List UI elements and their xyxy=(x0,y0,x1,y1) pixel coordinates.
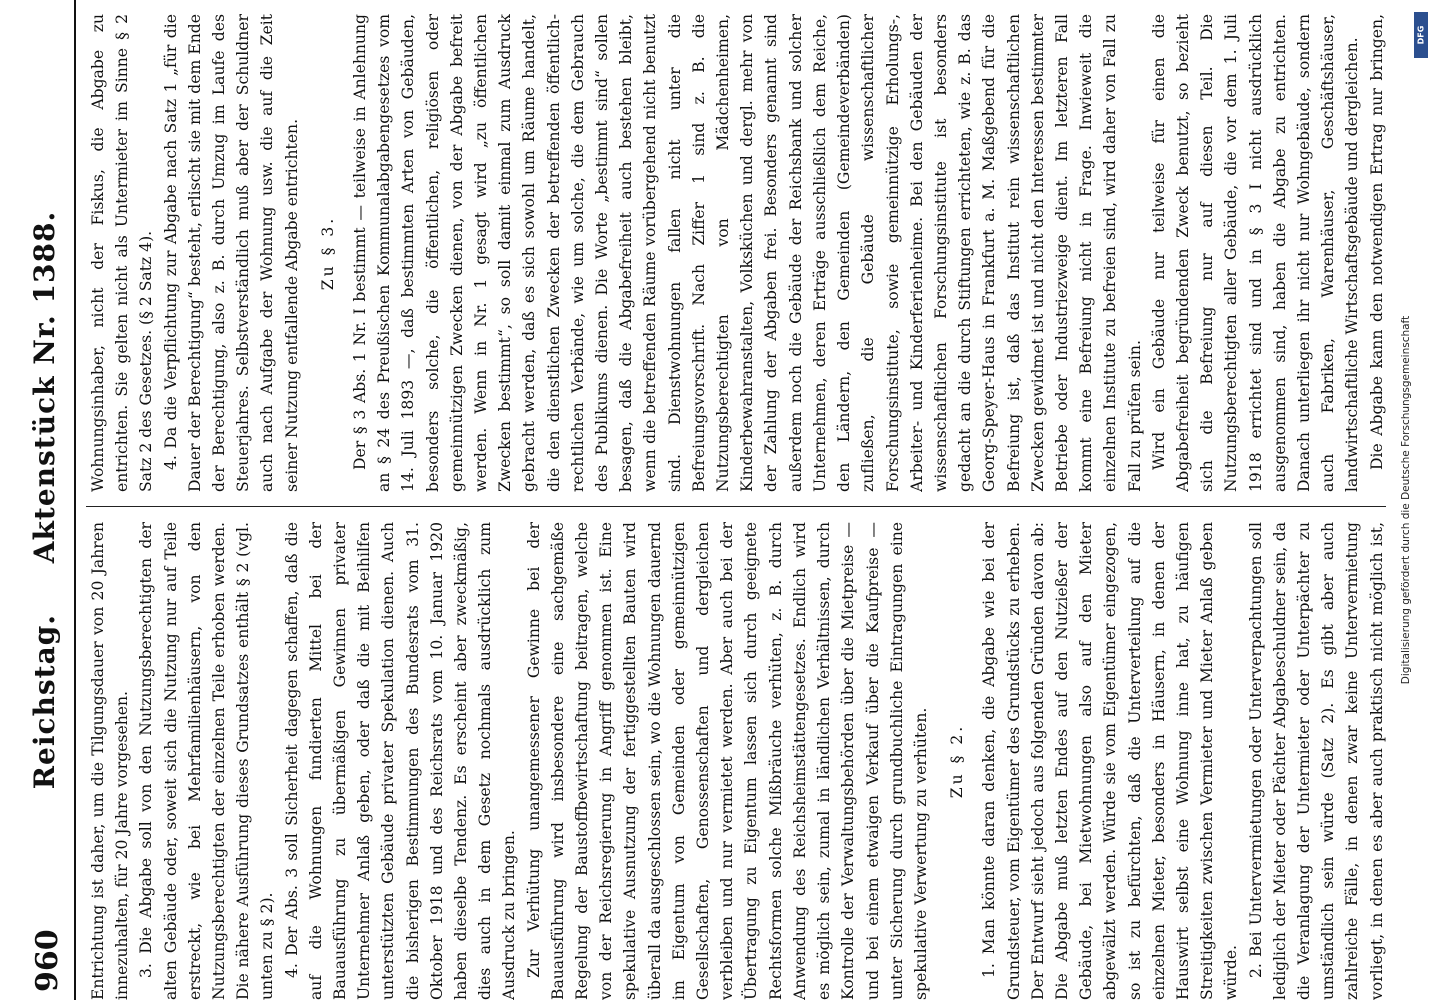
section-heading: Zu § 2. xyxy=(948,723,967,799)
paragraph: Zur Verhütung unangemessener Gewinne bei der Bauausführung wird insbesondere eine sachgemäße Regelung der Baustoffbewirtschaftung beitragen, welche von der Reichsregierung in Angriff genommen ist. Eine spekulative Ausnutzung der fertiggestellten Bauten wird überall da ausgeschlossen sein, wo die Wohnungen dauernd im Eigentum von Gemeinden oder gemeinnützigen Gesellschaften, Genossenschaften und dergleichen verbleiben und nur vermietet werden. Aber auch bei der Übertragung zu Eigentum lassen sich durch geeignete Rechtsformen solche Mißbräuche verhüten, z. B. durch Anwendung des Reichsheimstättengesetzes. Endlich wird es möglich sein, zumal in ländlichen Verhältnissen, durch Kontrolle der Verwaltungsbehörden über die Mietpreise — und bei einem etwaigen Verkauf über die Kaufpreise — unter Sicherung durch grundbuchliche Eintragungen eine spekulative Verwertung zu verhüten. xyxy=(524,522,930,1000)
paragraph: 1. Man könnte daran denken, die Abgabe wie bei der Grundsteuer, vom Eigentümer des Grundstücks zu erheben. Der Entwurf sieht jedoch aus folgenden Gründen davon ab: Die Abgabe muß letzten Endes auf den Nutzießer der Gebäude, bei Mietwohnungen also auf den Mieter abgewälzt werden. Würde sie vom Eigentümer eingezogen, so ist zu befürchten, daß die Unterverteilung auf die einzelnen Mieter, besonders in Häusern, in denen der Hauswirt selbst eine Wohnung inne hat, zu häufigen Streitigkeiten zwischen Vermieter und Mieter Anlaß geben würde. xyxy=(980,522,1241,1000)
paragraph: 2. Bei Untervermietungen oder Unterverpachtungen soll lediglich der Mieter oder Pächter Abgabeschuldner sein, da die Veranlagung der Untermieter oder Unterpächter zu umständlich sein würde (Satz 2). Es gibt aber auch zahlreiche Fälle, in denen zwar keine Untervermietung vorliegt, in denen es aber auch praktisch nicht möglich ist, xyxy=(1246,522,1386,1000)
dfg-logo-text: DFG xyxy=(1416,25,1426,45)
paragraph: Wohnungsinhaber, nicht der Fiskus, die Abgabe zu entrichten. Sie gelten nicht als Untermieter im Sinne § 2 Satz 2 des Gesetzes. (§ 2 Satz 4). xyxy=(89,14,156,492)
text-columns xyxy=(86,0,1386,1000)
paragraph: Der § 3 Abs. 1 Nr. I bestimmt — teilweise in Anlehnung an § 24 des Preußischen Kommunalabgabengesetzes vom 14. Juli 1893 —, daß bestimmten Arten von Gebäuden, besonders solche, die öffentlichen, religiösen oder gemeinnützigen Zwecken dienen, von der Abgabe befreit werden. Wenn in Nr. 1 gesagt wird „zu öffentlichen Zwecken bestimmt“, so soll damit einmal zum Ausdruck gebracht werden, daß es sich sowohl um Räume handelt, die den dienstlichen Zwecken der betreffenden öffentlich-rechtlichen Verbände, wie um solche, die dem Gebrauch des Publikums dienen. Die Worte „bestimmt sind“ sollen besagen, daß die Abgabefreiheit auch bestehen bleibt, wenn die betreffenden Räume vorübergehend nicht benutzt sind. Dienstwohnungen fallen nicht unter die Befreiungsvorschrift. Nach Ziffer 1 sind z. B. die Nutzungsberechtigten von Mädchenheimen, Kinderbewahranstalten, Volksküchen und dergl. mehr von der Zahlung der Abgaben frei. Besonders genannt sind außerdem noch die Gebäude der Reichsbank und solcher Unternehmen, deren Erträge ausschließlich dem Reiche, den Ländern, den Gemeinden (Gemeindeverbänden) zufließen, die Gebäude wissenschaftlicher Forschungsinstitute, sowie gemeinnützige Erholungs-, Arbeiter- und Kinderferienheime. Bei den Gebäuden der wissenschaftlichen Forschungsinstitute ist besonders gedacht an die durch Stiftungen errichteten, wie z. B. das Georg-Speyer-Haus in Frankfurt a. M. Maßgebend für die Befreiung ist, daß das Institut rein wissenschaftlichen Zwecken gewidmet ist und nicht den Interessen bestimmter Betriebe oder Industriezweige dient. Im letzteren Fall kommt eine Befreiung nicht in Frage. Inwieweit die einzelnen Institute zu befreien sind, wird daher von Fall zu Fall zu prüfen sein. xyxy=(351,14,1144,492)
running-header xyxy=(20,0,76,1000)
paragraph: Entrichtung ist daher, um die Tilgungsdauer von 20 Jahren innezuhalten, für 20 Jahre vorgesehen. xyxy=(89,522,132,1000)
digitization-note-text: Digitalisierung gefördert durch die Deutsche Forschungsgemeinschaft xyxy=(1400,315,1412,685)
paragraph: Die Abgabe kann den notwendigen Ertrag nur bringen, xyxy=(1367,14,1386,470)
header-right-title: Aktenstück Nr. 1388. xyxy=(28,210,61,564)
column-divider xyxy=(86,506,1386,507)
paragraph: 4. Der Abs. 3 soll Sicherheit dagegen schaffen, daß die auf die Wohnungen fundierten Mittel bei der Bauausführung zu übermäßigen Gewinnen privater Unternehmer Anlaß geben, oder daß die mit Beihilfen unterstützten Gebäude privater Spekulation dienen. Auch die bisherigen Bestimmungen des Bundesrats vom 31. Oktober 1918 und des Reichsrats vom 10. Januar 1920 haben dieselbe Tendenz. Es erscheint aber zweckmäßig, dies auch in dem Gesetz nochmals ausdrücklich zum Ausdruck zu bringen. xyxy=(282,522,519,1000)
header-title xyxy=(28,0,61,1000)
right-column xyxy=(86,14,1386,492)
dfg-logo-icon xyxy=(1414,12,1428,58)
paragraph: 4. Da die Verpflichtung zur Abgabe nach Satz 1 „für die Dauer der Berechtigung“ besteht, erlischt sie mit dem Ende der Berechtigung, also z. B. durch Umzug im Laufe des Steuerjahres. Selbstverständlich muß aber der Schuldner auch nach Aufgabe der Wohnung usw. die auf die Zeit seiner Nutzung entfallende Abgabe entrichten. xyxy=(161,14,301,492)
paragraph: Wird ein Gebäude nur teilweise für einen die Abgabefreiheit begründenden Zweck benutzt, so bezieht sich die Befreiung nur auf diesen Teil. Die Nutzungsberechtigten aller Gebäude, die vor dem 1. Juli 1918 errichtet sind und in § 3 I nicht ausdrücklich ausgenommen sind, haben die Abgabe zu entrichten. Danach unterliegen ihr nicht nur Wohngebäude, sondern auch Fabriken, Warenhäuser, Geschäftshäuser, landwirtschaftliche Wirtschaftsgebäude und dergleichen. xyxy=(1149,14,1362,492)
section-heading: Zu § 3. xyxy=(318,215,337,291)
page-number: 960 xyxy=(30,929,65,992)
left-column xyxy=(86,522,1386,1000)
header-left-title: Reichstag. xyxy=(28,613,61,790)
scanned-page xyxy=(20,0,1400,1000)
paragraph: 3. Die Abgabe soll von den Nutzungsberechtigten der alten Gebäude oder, soweit sich die Nutzung nur auf Teile erstreckt, wie bei Mehrfamilienhäusern, von den Nutzungsberechtigten der einzelnen Teile erhoben werden. Die nähere Ausführung dieses Grundsatzes enthält § 2 (vgl. unten zu § 2). xyxy=(137,522,277,1000)
